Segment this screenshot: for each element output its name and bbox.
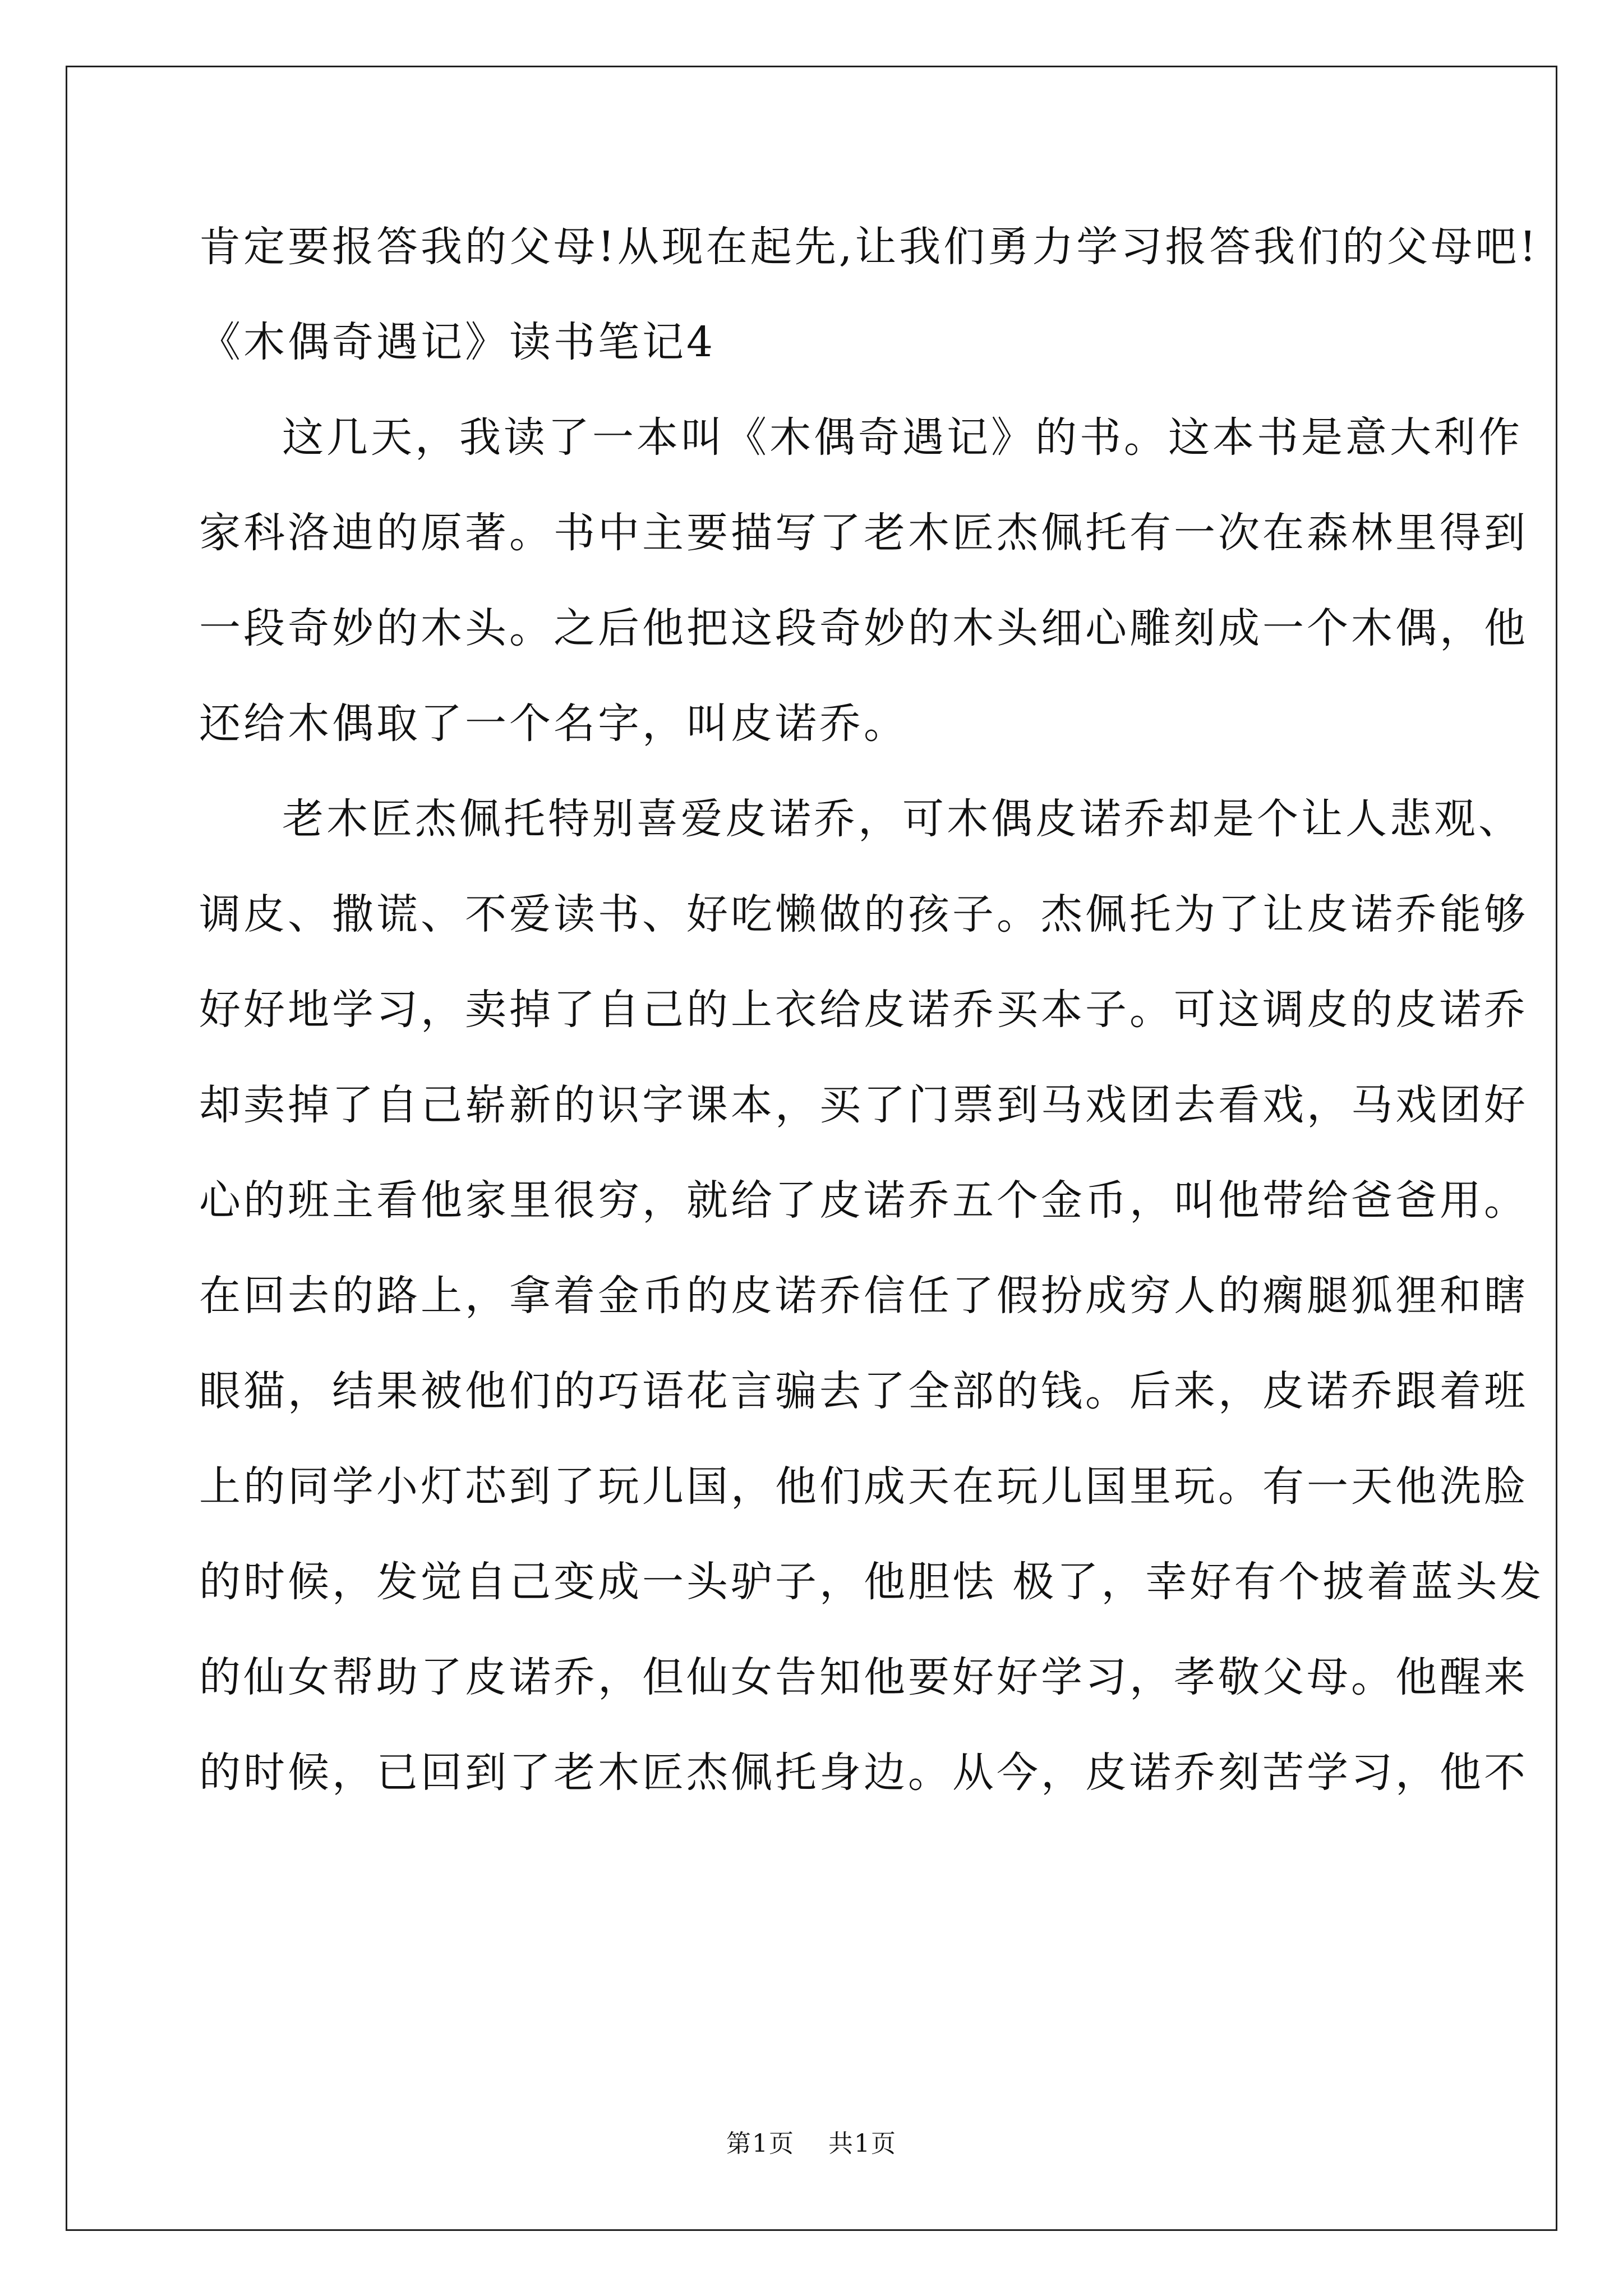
text-line: 眼猫，结果被他们的巧语花言骗去了全部的钱。后来，皮诺乔跟着班 <box>199 1367 1528 1415</box>
text-line: 肯定要报答我的父母!从现在起先,让我们勇力学习报答我们的父母吧! <box>199 223 1539 271</box>
text-line: 还给木偶取了一个名字，叫皮诺乔。 <box>199 700 908 748</box>
text-line: 的仙女帮助了皮诺乔，但仙女告知他要好好学习，孝敬父母。他醒来 <box>199 1653 1528 1701</box>
text-line: 心的班主看他家里很穷，就给了皮诺乔五个金币，叫他带给爸爸用。 <box>199 1176 1528 1225</box>
page-total: 共1页 <box>828 2129 897 2158</box>
text-line: 调皮、撒谎、不爱读书、好吃懒做的孩子。杰佩托为了让皮诺乔能够 <box>199 890 1528 938</box>
text-line: 好好地学习，卖掉了自己的上衣给皮诺乔买本子。可这调皮的皮诺乔 <box>199 986 1528 1034</box>
text-line: 的时候，发觉自己变成一头驴子，他胆怯 极了，幸好有个披着蓝头发 <box>199 1558 1544 1606</box>
text-line: 的时候，已回到了老木匠杰佩托身边。从今，皮诺乔刻苦学习，他不 <box>199 1749 1528 1797</box>
text-line: 一段奇妙的木头。之后他把这段奇妙的木头细心雕刻成一个木偶，他 <box>199 604 1528 652</box>
document-body <box>199 199 1544 1820</box>
text-line: 老木匠杰佩托特别喜爱皮诺乔，可木偶皮诺乔却是个让人悲观、 <box>282 795 1523 843</box>
section-heading: 《木偶奇遇记》读书笔记4 <box>199 318 716 366</box>
page-footer <box>0 2123 1623 2159</box>
text-line: 上的同学小灯芯到了玩儿国，他们成天在玩儿国里玩。有一天他洗脸 <box>199 1462 1528 1511</box>
page-number: 第1页 <box>726 2129 795 2158</box>
text-line: 却卖掉了自己崭新的识字课本，买了门票到马戏团去看戏，马戏团好 <box>199 1081 1528 1129</box>
text-line: 在回去的路上，拿着金币的皮诺乔信任了假扮成穷人的瘸腿狐狸和瞎 <box>199 1272 1528 1320</box>
text-line: 家科洛迪的原著。书中主要描写了老木匠杰佩托有一次在森林里得到 <box>199 509 1528 557</box>
text-line: 这几天，我读了一本叫《木偶奇遇记》的书。这本书是意大利作 <box>282 413 1523 462</box>
